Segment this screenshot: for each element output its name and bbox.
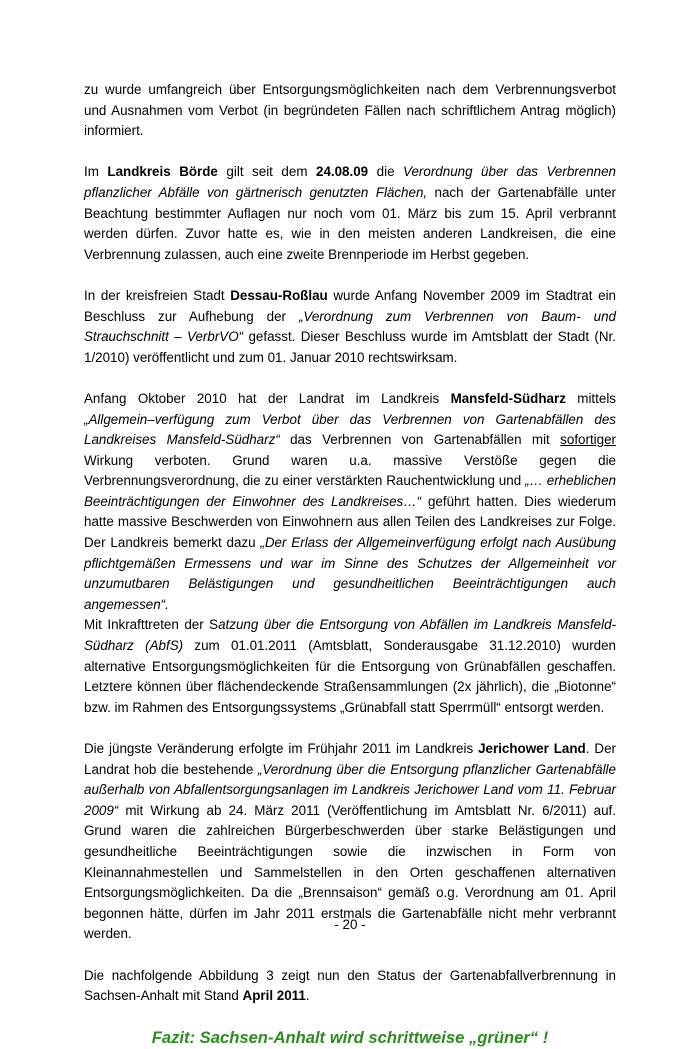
regulation-title: Verordnung über das Verbrennen pflanzlicher Abfälle von gärtnerisch genutzten Flächen, bbox=[84, 164, 616, 200]
conclusion-heading: Fazit: Sachsen-Anhalt wird schrittweise „grüner“ ! bbox=[151, 1028, 549, 1048]
paragraph-landkreis-boerde: Im Landkreis Börde gilt seit dem 24.08.09 die Verordnung über das Verbrennen pflanzlicher Abfälle von gärtnerisch genutzten Flächen, nach der Gartenabfälle unter Beachtung bestimmter Auflagen nur noch vom 01. März bis zum 15. April verbrannt werden dürfen. Zuvor hatte es, wie in den meisten anderen Landkreisen, die eine Verbrennung zulassen, auch eine zweite Brennperiode im Herbst gegeben. bbox=[84, 164, 616, 262]
regulation-title: atzung über die Entsorgung von Abfällen im Landkreis Mansfeld-Südharz (AbfS) bbox=[84, 617, 616, 654]
page-number: - 20 - bbox=[334, 917, 366, 932]
date-highlight: 24.08.09 bbox=[316, 164, 369, 180]
document-page bbox=[84, 80, 616, 1049]
region-name: Landkreis Börde bbox=[107, 164, 218, 180]
regulation-title: „Allgemein–verfügung zum Verbot über das Verbrennen von Gartenabfällen des Landkreises Mansfeld-Südharz“ bbox=[84, 411, 616, 448]
paragraph-figure-reference: Die nachfolgende Abbildung 3 zeigt nun den Status der Gartenabfallverbrennung in Sachsen-Anhalt mit Stand April 2011. bbox=[84, 967, 616, 1004]
paragraph-intro-continuation: zu wurde umfangreich über Entsorgungsmöglichkeiten nach dem Verbrennungsverbot und Ausnahmen vom Verbot (in begründeten Fällen nach schriftlichem Antrag möglich) informiert. bbox=[84, 82, 616, 139]
quote: „Der Erlass der Allgemeinverfügung erfolgt nach Ausübung pflichtgemäßen Ermessens und war im Sinne des Schutzes der Allgemeinheit vor unzumutbaren Belästigungen und gesundheitlichen Beeinträchtigungen auch angemessen“. bbox=[84, 535, 616, 612]
regulation-title: „Verordnung zum Verbrennen von Baum- und Strauchschnitt – VerbrVO“ bbox=[84, 308, 616, 345]
region-name: Mansfeld-Südharz bbox=[450, 390, 566, 406]
quote: „… erheblichen Beeinträchtigungen der Einwohner des Landkreises…“ bbox=[84, 473, 616, 509]
date-highlight: April 2011 bbox=[242, 988, 306, 1004]
paragraph-abfallsatzung: Mit Inkrafttreten der Satzung über die Entsorgung von Abfällen im Landkreis Mansfeld-Südharz (AbfS) zum 01.01.2011 (Amtsblatt, Sonderausgabe 31.12.2010) wurden alternative Entsorgungsmöglichkeiten für die Entsorgung von Grünabfällen geschaffen. Letztere können über flächendeckende Straßensammlungen (2x jährlich), die „Biotonne“ bzw. im Rahmen des Entsorgungssystems „Grünabfall statt Sperrmüll“ entsorgt werden. bbox=[84, 617, 617, 715]
paragraph-jerichower-land: Die jüngste Veränderung erfolgte im Frühjahr 2011 im Landkreis Jerichower Land. Der Landrat hob die bestehende „Verordnung über die Entsorgung pflanzlicher Gartenabfälle außerhalb von Abfallentsorgungsanlagen im Landkreis Jerichower Land vom 11. Februar 2009“ mit Wirkung ab 24. März 2011 (Veröffentlichung im Amtsblatt Nr. 6/2011) auf. Grund waren die zahlreichen Bürgerbeschwerden über starke Belästigungen und gesundheitliche Beeinträchtigungen sowie die inzwischen in Form von Kleinannahmestellen und Sammelstellen in den Orten geschaffenen alternativen Entsorgungsmöglichkeiten. Da die „Brennsaison“ gemäß o.g. Verordnung am 01. April begonnen hätte, dürfen im Jahr 2011 erstmals die Gartenabfälle nicht mehr verbrannt werden. bbox=[84, 741, 616, 942]
region-name: Jerichower Land bbox=[478, 741, 586, 756]
underlined-term: sofortiger bbox=[560, 432, 616, 448]
paragraph-dessau-rosslau: In der kreisfreien Stadt Dessau-Roßlau wurde Anfang November 2009 im Stadtrat ein Beschluss zur Aufhebung der „Verordnung zum Verbrennen von Baum- und Strauchschnitt – VerbrVO“ gefasst. Dieser Beschluss wurde im Amtsblatt der Stadt (Nr. 1/2010) veröffentlicht und zum 01. Januar 2010 rechtswirksam. bbox=[84, 287, 617, 365]
region-name: Dessau-Roßlau bbox=[230, 287, 328, 303]
regulation-title: „Verordnung über die Entsorgung pflanzlicher Gartenabfälle außerhalb von Abfallentsorgungsanlagen im Landkreis Jerichower Land vom 11. Februar 2009“ bbox=[84, 761, 616, 818]
paragraph-mansfeld-suedharz: Anfang Oktober 2010 hat der Landrat im Landkreis Mansfeld-Südharz mittels „Allgemein–verfügung zum Verbot über das Verbrennen von Gartenabfällen des Landkreises Mansfeld-Südharz“ das Verbrennen von Gartenabfällen mit sofortiger Wirkung verboten. Grund waren u.a. massive Verstöße gegen die Verbrennungsverordnung, die zu einer verstärkten Rauchentwicklung und „… erheblichen Beeinträchtigungen der Einwohner des Landkreises…“ geführt hatten. Dies wiederum hatte massive Beschwerden von Einwohnern aus allen Teilen des Landkreises zur Folge. Der Landkreis bemerkt dazu „Der Erlass der Allgemeinverfügung erfolgt nach Ausübung pflichtgemäßen Ermessens und war im Sinne des Schutzes der Allgemeinheit vor unzumutbaren Belästigungen und gesundheitlichen Beeinträchtigungen auch angemessen“. bbox=[84, 390, 616, 612]
